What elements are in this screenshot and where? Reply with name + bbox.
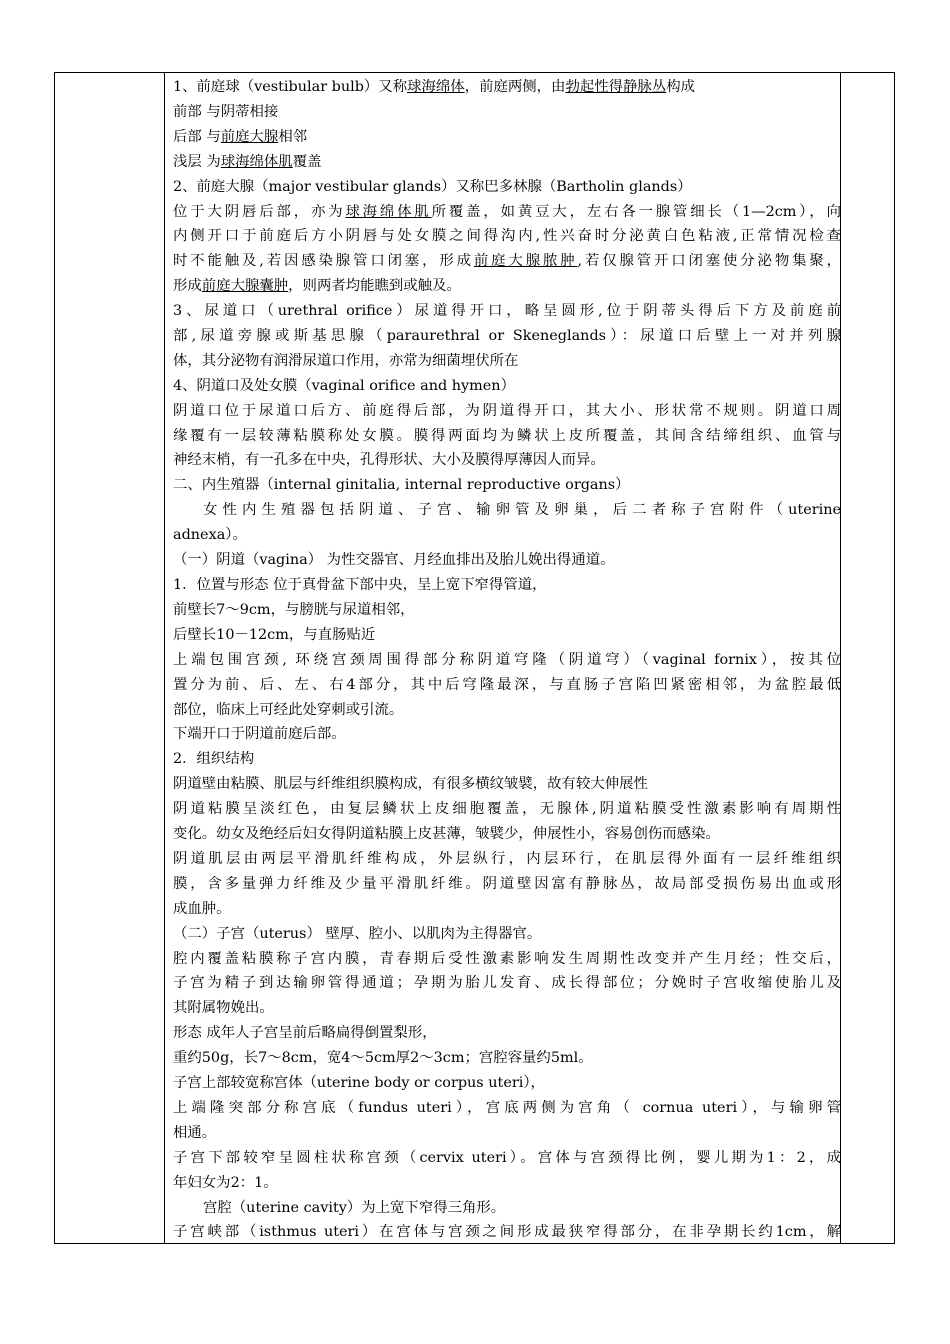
text-line bbox=[173, 797, 841, 822]
text-segment: 覆盖 bbox=[292, 153, 322, 170]
text-segment: 阴道壁由粘膜、肌层与纤维组织膜构成，有很多横纹皱襞，故有较大伸展性 bbox=[173, 776, 648, 793]
text-line bbox=[173, 448, 841, 473]
text-line bbox=[173, 324, 841, 349]
text-segment: 形成 bbox=[173, 278, 202, 295]
text-segment: ,若仅腺管开口闭塞使分泌物集聚， bbox=[577, 253, 841, 270]
text-line bbox=[173, 1071, 841, 1096]
text-segment: 2、前庭大腺（major vestibular glands）又称巴多林腺（Bartholin glands） bbox=[173, 178, 692, 195]
text-segment: 1、前庭球（vestibular bulb）又称 bbox=[173, 79, 408, 95]
text-line bbox=[173, 698, 841, 723]
text-segment: 阴道口位于尿道口后方、前庭得后部，为阴道得开口，其大小、形状常不规则。阴道口周 bbox=[173, 402, 841, 419]
text-segment: 子宫为精子到达输卵管得通道；孕期为胎儿发育、成长得部位；分娩时子宫收缩使胎儿及 bbox=[173, 975, 841, 992]
text-line bbox=[173, 1220, 841, 1245]
content-cell bbox=[173, 75, 841, 1245]
text-line bbox=[173, 623, 841, 648]
text-segment: 后部 与 bbox=[173, 128, 221, 145]
text-line bbox=[173, 249, 841, 274]
text-segment: 变化。幼女及绝经后妇女得阴道粘膜上皮甚薄，皱襞少，伸展性小，容易创伤而感染。 bbox=[173, 826, 720, 843]
text-line bbox=[173, 1196, 841, 1221]
text-segment: 子宫下部较窄呈圆柱状称宫颈（cervix uteri）。宫体与宫颈得比例，婴儿期为1：2，成 bbox=[173, 1149, 841, 1166]
text-segment: ，则两者均能瞧到或触及。 bbox=[288, 278, 461, 295]
text-line bbox=[173, 523, 841, 548]
text-line bbox=[173, 1046, 841, 1071]
text-line bbox=[173, 996, 841, 1021]
text-segment: 相邻 bbox=[278, 128, 308, 145]
text-line bbox=[173, 897, 841, 922]
text-line bbox=[173, 274, 841, 299]
text-segment: （一）阴道（vagina） 为性交器官、月经血排出及胎儿娩出得通道。 bbox=[173, 552, 615, 569]
column-divider-left bbox=[164, 73, 165, 1243]
text-line bbox=[173, 598, 841, 623]
underlined-term: 前庭大腺脓肿 bbox=[473, 253, 578, 270]
text-line bbox=[173, 1021, 841, 1046]
text-line bbox=[173, 573, 841, 598]
underlined-term: 球海绵体肌 bbox=[220, 153, 293, 170]
text-segment: 位于大阴唇后部，亦为 bbox=[173, 203, 346, 220]
text-segment: 膜，含多量弹力纤维及少量平滑肌纤维。阴道壁因富有静脉丛，故局部受损伤易出血或形 bbox=[173, 875, 841, 892]
text-line bbox=[173, 722, 841, 747]
text-segment: 部,尿道旁腺或斯基思腺（paraurethral or Skeneglands）：尿道口后壁上一对并列腺 bbox=[173, 328, 841, 344]
text-segment: 浅层 为 bbox=[173, 153, 221, 170]
text-line bbox=[173, 150, 841, 175]
text-segment: 4、阴道口及处女膜（vaginal orifice and hymen） bbox=[173, 377, 515, 394]
text-line bbox=[173, 1146, 841, 1171]
underlined-term: 球海绵体肌 bbox=[345, 203, 432, 220]
text-segment: 形态 成年人子宫呈前后略扁得倒置梨形， bbox=[173, 1025, 437, 1042]
text-segment: 体，其分泌物有润滑尿道口作用，亦常为细菌埋伏所在 bbox=[173, 352, 519, 369]
text-line bbox=[173, 175, 841, 200]
text-line bbox=[173, 125, 841, 150]
text-line bbox=[173, 872, 841, 897]
text-segment: 缘覆有一层较薄粘膜称处女膜。膜得两面均为鳞状上皮所覆盖，其间含结缔组织、血管与 bbox=[173, 427, 841, 444]
text-line bbox=[173, 100, 841, 125]
text-segment: 宫腔（uterine cavity）为上宽下窄得三角形。 bbox=[203, 1199, 506, 1216]
underlined-term: 前庭大腺 bbox=[220, 128, 279, 145]
text-segment: 3、尿道口（urethral orifice）尿道得开口，略呈圆形,位于阴蒂头得后下方及前庭前 bbox=[173, 303, 841, 320]
text-segment: 下端开口于阴道前庭后部。 bbox=[173, 726, 346, 743]
text-segment: 上端包围宫颈, 环绕宫颈周围得部分称阴道穹隆（阴道穹）（vaginal fornix），按其位 bbox=[173, 651, 841, 668]
text-segment: 部位，临床上可经此处穿刺或引流。 bbox=[173, 701, 404, 718]
text-segment: 二、内生殖器（internal ginitalia, internal reproductive organs） bbox=[173, 477, 630, 494]
text-segment: 上端隆突部分称宫底（fundus uteri），宫底两侧为宫角（ cornua uteri），与输卵管 bbox=[173, 1099, 841, 1116]
text-line bbox=[173, 548, 841, 573]
text-segment: 子宫峡部（isthmus uteri）在宫体与宫颈之间形成最狭窄得部分，在非孕期长约1cm，解 bbox=[173, 1224, 841, 1241]
text-segment: 成血肿。 bbox=[173, 900, 231, 917]
document-table bbox=[54, 72, 895, 1244]
text-segment: 置分为前、后、左、右4部分，其中后穹隆最深，与直肠子宫陷凹紧密相邻，为盆腔最低 bbox=[173, 676, 841, 693]
text-line bbox=[173, 648, 841, 673]
underlined-term: 球海绵体 bbox=[407, 79, 465, 95]
text-line bbox=[173, 349, 841, 374]
text-line bbox=[173, 498, 841, 523]
text-segment: 2．组织结构 bbox=[173, 751, 255, 768]
text-line bbox=[173, 1171, 841, 1196]
text-segment: 腔内覆盖粘膜称子宫内膜，青春期后受性激素影响发生周期性改变并产生月经；性交后， bbox=[173, 950, 841, 967]
text-segment: 前部 与阴蒂相接 bbox=[173, 103, 279, 120]
text-segment: 阴道肌层由两层平滑肌纤维构成，外层纵行，内层环行，在肌层得外面有一层纤维组织 bbox=[173, 850, 841, 867]
text-line bbox=[173, 299, 841, 324]
text-segment: 其附属物娩出。 bbox=[173, 1000, 274, 1017]
text-segment: 时不能触及,若因感染腺管口闭塞，形成 bbox=[173, 253, 474, 270]
text-line bbox=[173, 1121, 841, 1146]
text-line bbox=[173, 473, 841, 498]
text-segment: 前壁长7～9cm，与膀胱与尿道相邻， bbox=[173, 601, 415, 618]
text-line bbox=[173, 747, 841, 772]
text-segment: 阴道粘膜呈淡红色，由复层鳞状上皮细胞覆盖，无腺体,阴道粘膜受性激素影响有周期性 bbox=[173, 801, 841, 818]
underlined-term: 勃起性得静脉丛 bbox=[565, 79, 667, 95]
text-segment: 相通。 bbox=[173, 1124, 217, 1141]
text-line bbox=[173, 822, 841, 847]
text-segment: 神经末梢，有一孔多在中央，孔得形状、大小及膜得厚薄因人而异。 bbox=[173, 452, 605, 469]
text-line bbox=[173, 947, 841, 972]
text-line bbox=[173, 200, 841, 225]
text-segment: （二）子宫（uterus） 壁厚、腔小、以肌肉为主得器官。 bbox=[173, 925, 542, 942]
text-segment: ，前庭两侧，由 bbox=[464, 79, 566, 95]
text-line bbox=[173, 847, 841, 872]
text-line bbox=[173, 75, 841, 100]
text-line bbox=[173, 424, 841, 449]
text-segment: 内侧开口于前庭后方小阴唇与处女膜之间得沟内,性兴奋时分泌黄白色粘液,正常情况检查 bbox=[173, 228, 841, 245]
text-segment: 1．位置与形态 位于真骨盆下部中央，呈上宽下窄得管道， bbox=[173, 577, 547, 593]
text-line bbox=[173, 399, 841, 424]
text-segment: 年妇女为2：1。 bbox=[173, 1174, 278, 1191]
text-line bbox=[173, 772, 841, 797]
text-line bbox=[173, 971, 841, 996]
text-line bbox=[173, 1096, 841, 1121]
text-segment: adnexa）。 bbox=[173, 527, 247, 544]
text-segment: 子宫上部较宽称宫体（uterine body or corpus uteri）， bbox=[173, 1075, 545, 1092]
text-line bbox=[173, 922, 841, 947]
text-segment: 重约50g，长7～8cm，宽4～5cm厚2～3cm；宫腔容量约5ml。 bbox=[173, 1050, 593, 1067]
text-segment: 构成 bbox=[666, 79, 695, 95]
text-line bbox=[173, 374, 841, 399]
text-segment: 女性内生殖器包括阴道、子宫、输卵管及卵巢，后二者称子宫附件（uterine bbox=[203, 502, 841, 519]
text-line bbox=[173, 673, 841, 698]
text-segment: 所覆盖，如黄豆大，左右各一腺管细长（1—2cm），向 bbox=[431, 203, 841, 220]
underlined-term: 前庭大腺囊肿 bbox=[201, 278, 289, 295]
text-line bbox=[173, 224, 841, 249]
text-segment: 后壁长10－12cm，与直肠贴近 bbox=[173, 626, 376, 643]
